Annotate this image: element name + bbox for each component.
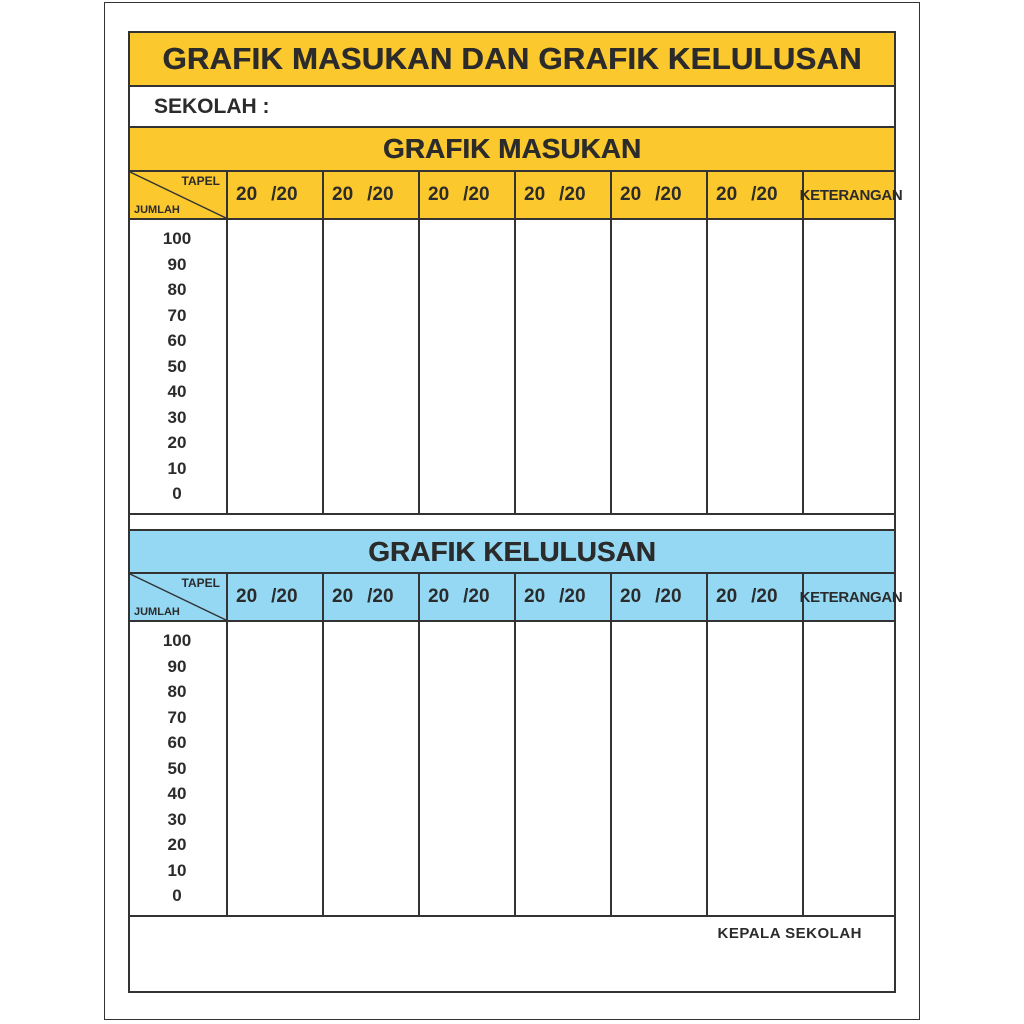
section-title-kelulusan: GRAFIK KELULUSAN bbox=[130, 531, 894, 574]
year-header: 20 /20 bbox=[610, 172, 706, 218]
year-header: 20 /20 bbox=[514, 172, 610, 218]
chart-grid-kelulusan bbox=[130, 622, 894, 916]
table-header-kelulusan bbox=[130, 574, 903, 622]
scale-tick: 60 bbox=[167, 733, 187, 752]
remarks-header: KETERANGAN bbox=[802, 172, 898, 218]
scale-tick: 50 bbox=[167, 356, 187, 376]
scale-tick: 10 bbox=[167, 860, 187, 880]
scale-tick: 0 bbox=[172, 886, 182, 905]
scale-tick: 80 bbox=[167, 682, 187, 701]
table-masukan bbox=[130, 172, 903, 515]
table-header-masukan bbox=[130, 172, 903, 220]
year-header: 20 /20 bbox=[610, 574, 706, 620]
scale-tick: 40 bbox=[167, 784, 187, 803]
scale-tick: 30 bbox=[167, 407, 187, 427]
tapel-label: TAPEL bbox=[181, 174, 220, 188]
form-frame bbox=[128, 31, 903, 993]
corner-header bbox=[130, 574, 226, 620]
scale-tick: 0 bbox=[172, 484, 182, 503]
scale-tick: 50 bbox=[167, 758, 187, 778]
year-header: 20 /20 bbox=[322, 574, 418, 620]
jumlah-label: JUMLAH bbox=[134, 606, 180, 618]
section-title-masukan: GRAFIK MASUKAN bbox=[130, 128, 894, 172]
scale-tick: 20 bbox=[167, 835, 187, 854]
year-header: 20 /20 bbox=[418, 574, 514, 620]
scale-tick: 60 bbox=[167, 331, 187, 350]
scale-tick: 90 bbox=[167, 254, 187, 274]
scale-tick: 70 bbox=[167, 707, 187, 727]
school-label: SEKOLAH : bbox=[130, 87, 894, 128]
scale-kelulusan bbox=[130, 622, 226, 916]
year-header: 20 /20 bbox=[706, 574, 802, 620]
corner-header bbox=[130, 172, 226, 218]
scale-tick: 90 bbox=[167, 656, 187, 676]
year-header: 20 /20 bbox=[226, 172, 322, 218]
scale-tick: 30 bbox=[167, 809, 187, 829]
scale-tick: 100 bbox=[162, 631, 192, 650]
year-header: 20 /20 bbox=[706, 172, 802, 218]
scale-tick: 20 bbox=[167, 433, 187, 452]
jumlah-label: JUMLAH bbox=[134, 204, 180, 216]
year-header: 20 /20 bbox=[418, 172, 514, 218]
scale-tick: 80 bbox=[167, 280, 187, 299]
chart-grid-masukan bbox=[130, 220, 894, 513]
scale-masukan bbox=[130, 220, 226, 513]
scale-tick: 100 bbox=[162, 229, 192, 248]
scale-tick: 10 bbox=[167, 458, 187, 478]
scale-tick: 70 bbox=[167, 305, 187, 325]
year-header: 20 /20 bbox=[226, 574, 322, 620]
scale-tick: 40 bbox=[167, 382, 187, 401]
signature-label: KEPALA SEKOLAH bbox=[717, 925, 862, 942]
tapel-label: TAPEL bbox=[181, 576, 220, 590]
main-title: GRAFIK MASUKAN DAN GRAFIK KELULUSAN bbox=[130, 33, 894, 87]
year-header: 20 /20 bbox=[514, 574, 610, 620]
table-kelulusan bbox=[130, 574, 903, 916]
signature-area bbox=[130, 915, 894, 993]
year-header: 20 /20 bbox=[322, 172, 418, 218]
remarks-header: KETERANGAN bbox=[802, 574, 898, 620]
section-divider bbox=[130, 513, 894, 531]
